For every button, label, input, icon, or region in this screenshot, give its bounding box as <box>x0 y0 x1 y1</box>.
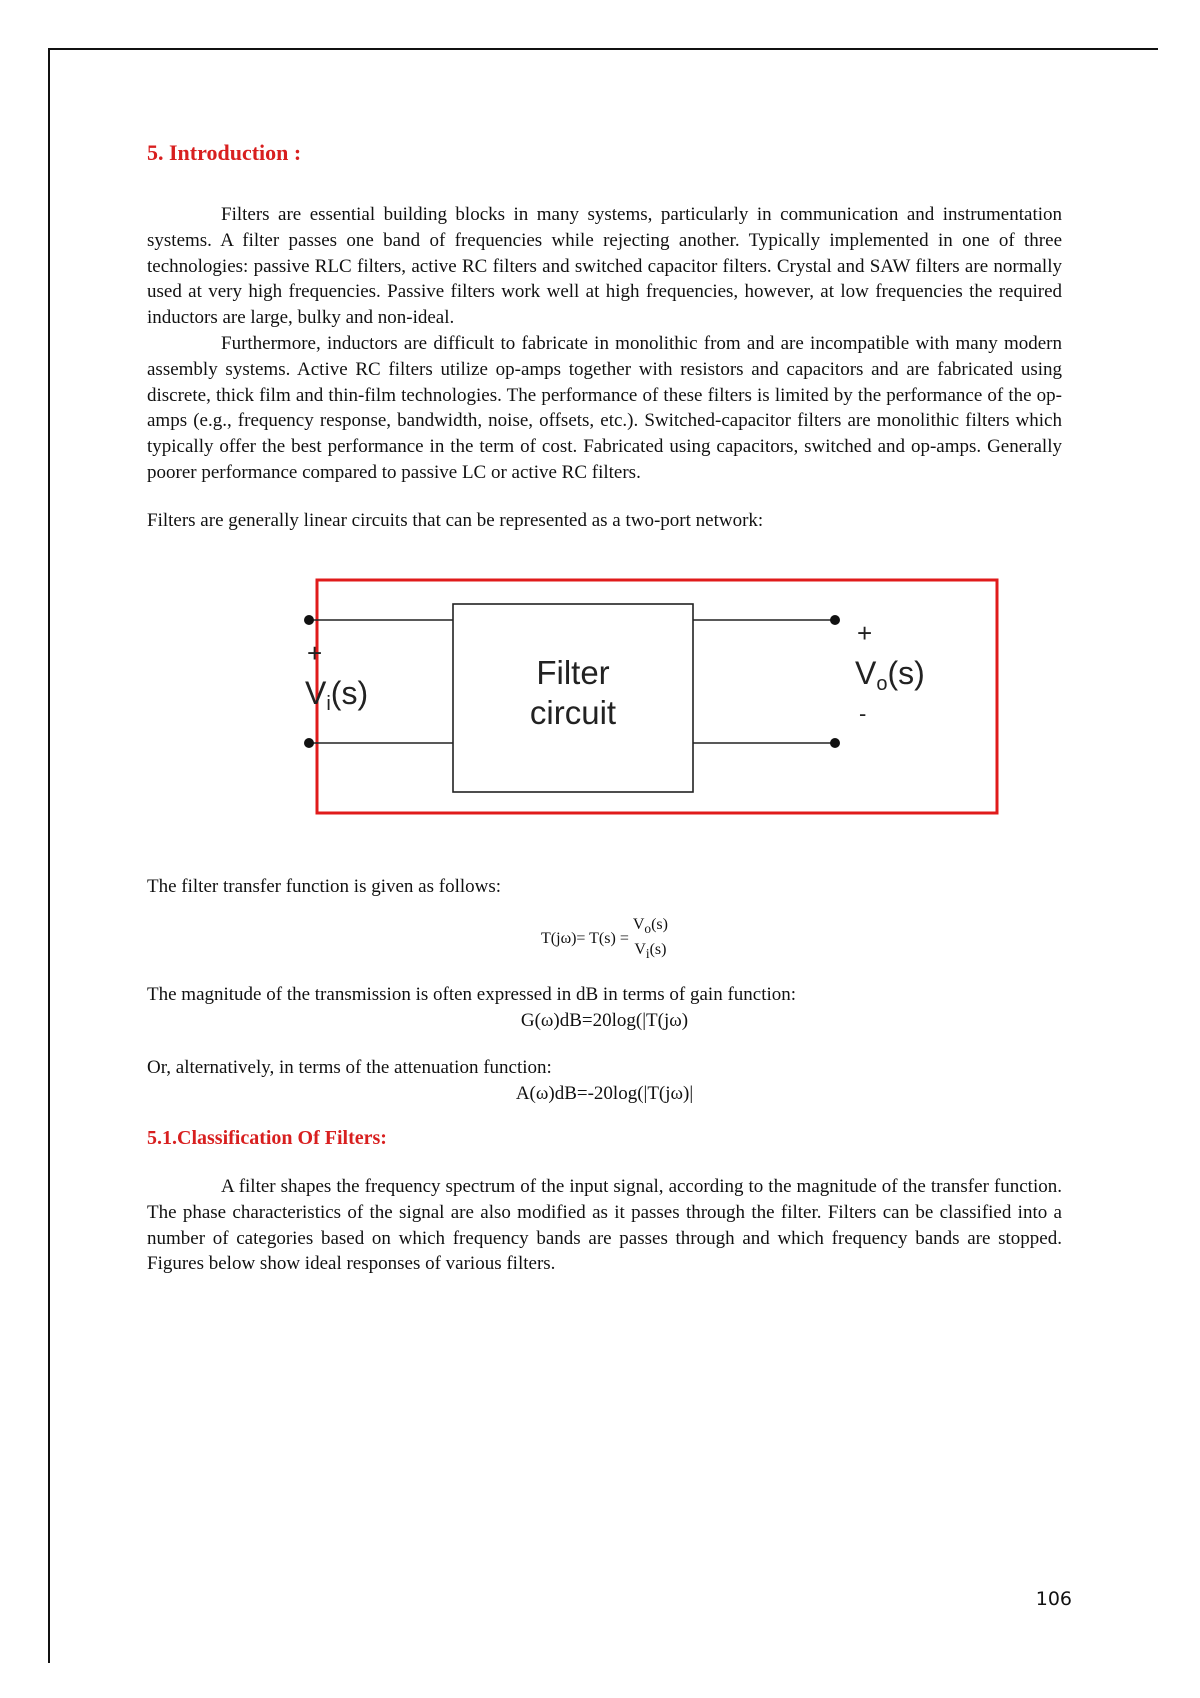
page-number: 106 <box>1035 1588 1072 1610</box>
section-heading: 5. Introduction : <box>147 140 302 165</box>
output-plus-sign: + <box>857 617 873 648</box>
classification-paragraph: A filter shapes the frequency spectrum of the input signal, according to the magnitude of the transfer function. The phase characteristics of the signal are also modified as it passes through the filter. Filters can be classified into a number of categories based on which frequency bands are passes through and which frequency bands are stopped. Figures below show ideal responses of various filters. <box>147 1175 1062 1275</box>
transfer-function-formula <box>147 915 1062 963</box>
filter-label-line2: circuit <box>529 693 617 731</box>
attenuation-intro: Or, alternatively, in terms of the attenuation function: <box>147 1057 552 1079</box>
intro-paragraph-2: Furthermore, inductors are difficult to fabricate in monolithic from and are incompatible with many modern assembly systems. Active RC filters utilize op-amps together with resistors and capacitors and are fabricated using discrete, thick film and thin-film technologies. The performance of these filters is limited by the performance of the op-amps (e.g., frequency response, bandwidth, noise, offsets, etc.). Switched-capacitor filters are monolithic filters which typically offer the best performance in the term of cost. Fabricated using capacitors, switched and op-amps. Generally poorer performance compared to passive LC or active RC filters. <box>147 332 1062 483</box>
two-port-diagram <box>147 544 1062 874</box>
page-content <box>147 140 1062 1277</box>
input-voltage-label: Vi(s) <box>305 674 369 715</box>
page-border-top <box>48 48 1158 50</box>
input-top-terminal <box>304 615 314 625</box>
transfer-lhs: T(jω)= T(s) = <box>541 930 629 948</box>
attenuation-equation: A(ω)dB=-20log(|T(jω)| <box>515 1083 694 1105</box>
filter-label-line1: Filter <box>536 653 610 691</box>
diagram-frame <box>317 580 997 813</box>
output-voltage-label: Vo(s) <box>855 654 925 695</box>
intro-paragraph-1: Filters are essential building blocks in many systems, particularly in communication and instrumentation systems. A filter passes one band of frequencies while rejecting another. Typically implemented in one of three technologies: passive RLC filters, active RC filters and switched capacitor filters. Crystal and SAW filters are normally used at very high frequencies. Passive filters work well at high frequencies, however, at low frequencies the required inductors are large, bulky and non-ideal. <box>147 204 1062 329</box>
output-bottom-terminal <box>830 738 840 748</box>
transfer-denominator: $V_i(s)$ <box>634 940 667 961</box>
two-port-diagram-svg <box>147 544 1062 874</box>
transfer-numerator: $V_o(s)$ <box>632 916 668 937</box>
input-bottom-terminal <box>304 738 314 748</box>
transfer-function-intro: The filter transfer function is given as follows: <box>147 875 502 897</box>
page-border-left <box>48 48 50 1663</box>
classification-heading: 5.1.Classification Of Filters: <box>147 1126 387 1149</box>
transfer-fraction <box>633 915 668 963</box>
gain-equation: G(ω)dB=20log(|T(jω) <box>520 1009 689 1031</box>
gain-intro: The magnitude of the transmission is often expressed in dB in terms of gain function: <box>147 983 797 1005</box>
two-port-intro: Filters are generally linear circuits that can be represented as a two-port network: <box>147 509 764 531</box>
output-top-terminal <box>830 615 840 625</box>
output-minus-sign: - <box>859 700 867 726</box>
input-plus-sign: + <box>307 637 323 668</box>
